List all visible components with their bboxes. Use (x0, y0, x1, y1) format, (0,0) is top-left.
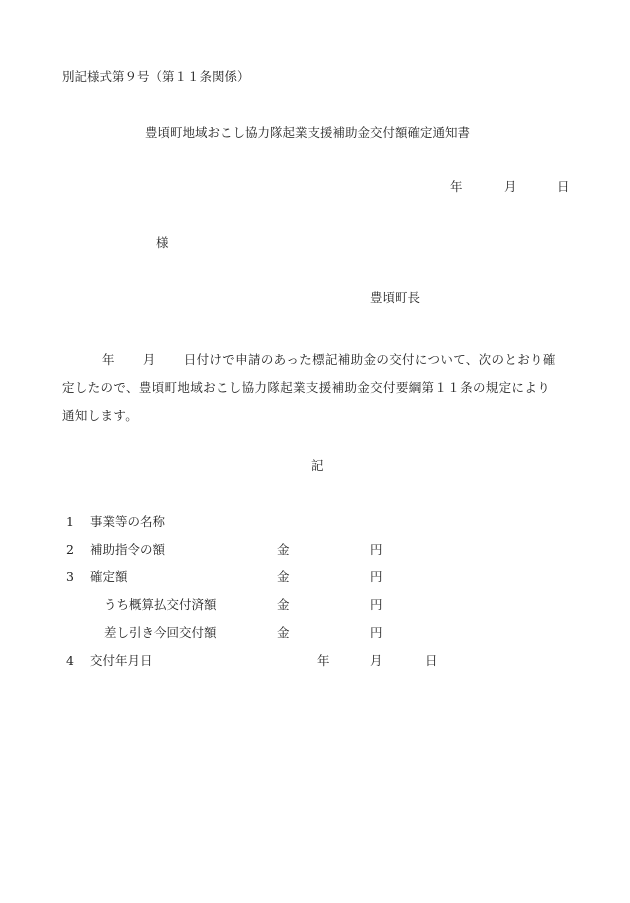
addressee-suffix: 様 (156, 235, 169, 250)
body-line-1-text: 日付けで申請のあった標記補助金の交付について、次のとおり確 (183, 352, 556, 367)
delivery-year: 年 (317, 653, 330, 668)
item-label: 差し引き今回交付額 (104, 625, 217, 640)
amount-prefix: 金 (277, 597, 290, 612)
amount-prefix: 金 (277, 569, 290, 584)
amount-unit: 円 (370, 542, 383, 557)
date-day: 日 (557, 179, 570, 194)
ki-heading: 記 (311, 458, 324, 473)
amount-unit: 円 (370, 569, 383, 584)
item-label: 交付年月日 (90, 653, 153, 668)
item-label: 事業等の名称 (90, 514, 166, 529)
body-line-1 (62, 346, 572, 374)
body-year: 年 (102, 352, 115, 367)
item-number: 2 (66, 542, 74, 557)
delivery-day: 日 (425, 653, 438, 668)
amount-unit: 円 (370, 597, 383, 612)
body-line-3: 通知します。 (62, 408, 139, 423)
item-label: 補助指令の額 (90, 542, 166, 557)
delivery-month: 月 (370, 653, 383, 668)
item-number: 3 (66, 569, 74, 584)
form-id: 別記様式第９号（第１１条関係） (62, 69, 250, 84)
item-number: 4 (66, 653, 74, 668)
item-number: 1 (66, 514, 74, 529)
item-label: 確定額 (90, 569, 128, 584)
date-month: 月 (504, 179, 517, 194)
item-label: うち概算払交付済額 (104, 597, 217, 612)
amount-prefix: 金 (277, 542, 290, 557)
body-line-2: 定したので、豊頃町地域おこし協力隊起業支援補助金交付要綱第１１条の規定により (62, 380, 551, 395)
document-title: 豊頃町地域おこし協力隊起業支援補助金交付額確定通知書 (145, 125, 471, 140)
date-year: 年 (450, 179, 463, 194)
amount-unit: 円 (370, 625, 383, 640)
body-paragraph (62, 346, 572, 430)
body-month: 月 (142, 352, 156, 367)
issuer: 豊頃町長 (370, 290, 421, 305)
amount-prefix: 金 (277, 625, 290, 640)
